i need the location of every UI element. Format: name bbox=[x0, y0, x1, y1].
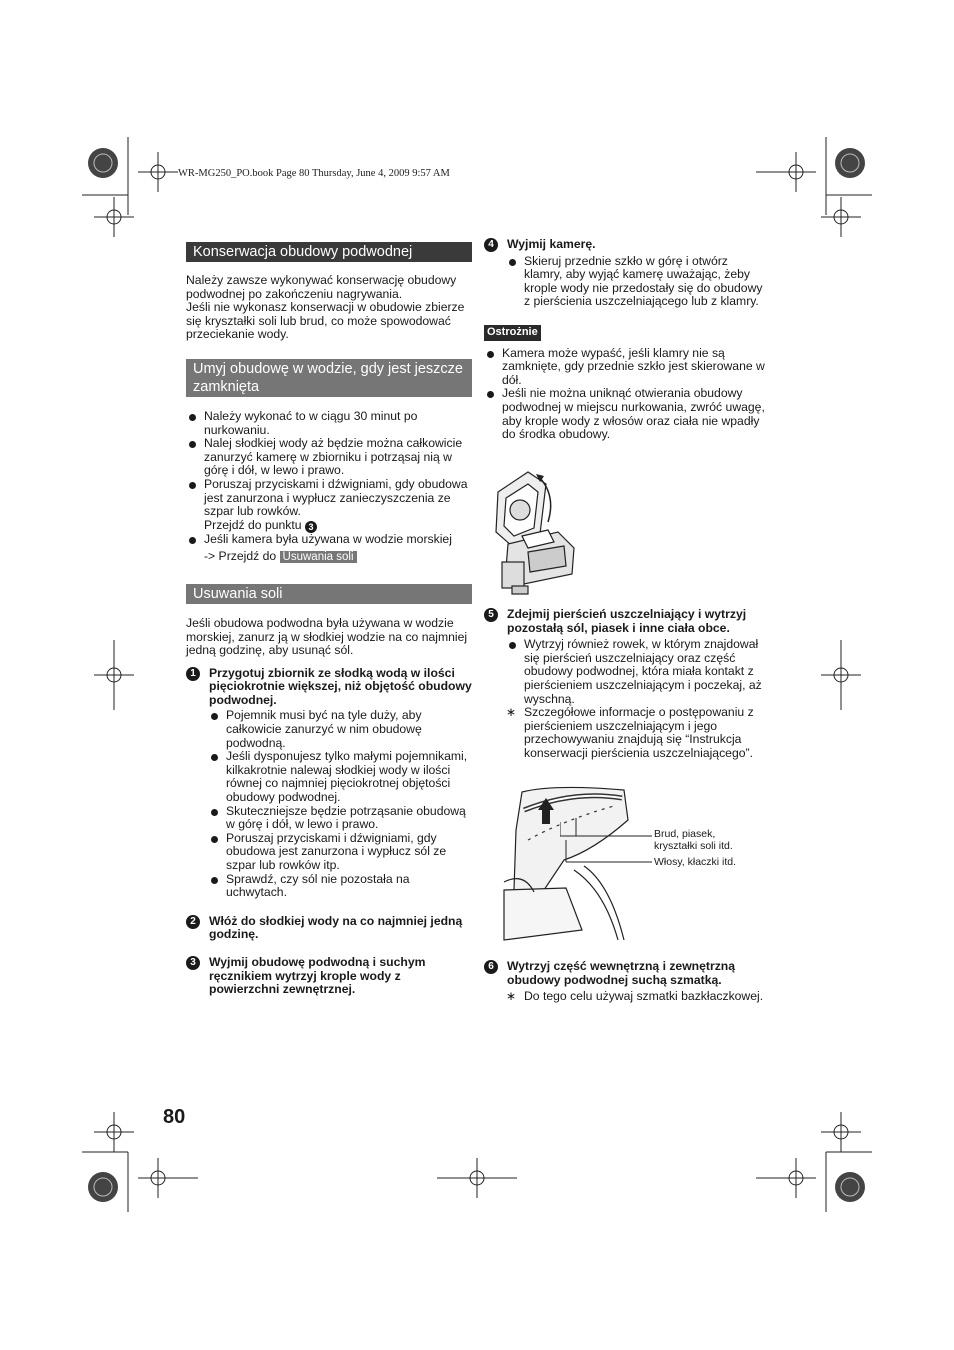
intro-paragraph: Należy zawsze wykonywać konserwację obudowy podwodnej po zakończeniu nagrywania. bbox=[186, 273, 457, 301]
goto-line bbox=[186, 550, 472, 565]
note-item bbox=[506, 990, 769, 1004]
caution-label: Ostrożnie bbox=[484, 325, 541, 341]
step-title: Włóż do słodkiej wody na co najmniej jedną godzinę. bbox=[209, 913, 463, 942]
note-text: Szczegółowe informacje o postępowaniu z pierścieniem uszczelniającym i jego przechowywaniu znajdują się “Instrukcja konserwacji pierścienia uszczelniającego”. bbox=[524, 705, 754, 760]
list-item: Sprawdź, czy sól nie pozostała na uchwytach. bbox=[208, 873, 472, 900]
right-column bbox=[484, 238, 769, 442]
section-heading-maintenance: Konserwacja obudowy podwodnej bbox=[186, 242, 472, 262]
note-text: Do tego celu używaj szmatki bazkłaczkowej. bbox=[524, 989, 764, 1004]
step-title: Wyjmij obudowę podwodną i suchym ręcznikiem wytrzyj krople wody z powierzchni zewnętrznej. bbox=[209, 954, 426, 997]
right-column-lower bbox=[484, 608, 769, 761]
goto-text: Przejdź do punktu bbox=[204, 517, 302, 532]
step-number-ref: 3 bbox=[305, 521, 317, 533]
callout-leader-lines bbox=[560, 818, 656, 868]
book-file-line: WR-MG250_PO.book Page 80 Thursday, June 4, 2009 9:57 AM bbox=[178, 168, 450, 179]
arrow-text: -> Przejdź do bbox=[204, 549, 277, 564]
step-title: Wyjmij kamerę. bbox=[507, 237, 596, 251]
intro-paragraph: Jeśli nie wykonasz konserwacji w obudowie zbierze się kryształki soli lub brud, co może spowodować przeciekanie wody. bbox=[186, 300, 465, 342]
step-1 bbox=[186, 667, 472, 708]
salt-intro-paragraph: Jeśli obudowa podwodna była używana w wodzie morskiej, zanurz ją w słodkiej wodzie na co najmniej jedną godzinę, aby usunąć sól. bbox=[186, 615, 468, 658]
list-item: Skuteczniejsze będzie potrząsanie obudową w górę i dół, w lewo i prawo. bbox=[208, 805, 472, 832]
asterisk-icon: ∗ bbox=[506, 705, 517, 720]
step-number: 1 bbox=[186, 667, 200, 681]
step-6 bbox=[484, 960, 769, 987]
right-column-step6 bbox=[484, 960, 769, 1004]
page-number: 80 bbox=[163, 1106, 186, 1128]
step-2 bbox=[186, 915, 472, 942]
step-4 bbox=[484, 238, 769, 252]
note-item bbox=[506, 706, 769, 760]
list-item: Wytrzyj również rowek, w którym znajdował się pierścień uszczelniający oraz część obudowy podwodnej, która miała kontakt z pierścieniem uszczelniającym i poczekaj, aż wyschną. bbox=[506, 638, 769, 706]
list-item-text: Jeśli kamera była używana w wodzie morskiej bbox=[204, 531, 452, 546]
list-item bbox=[186, 478, 472, 533]
list-item: Nalej słodkiej wody aż będzie można całkowicie zanurzyć kamerę w zbiorniku i potrząsaj nią w górę i dół, w lewo i prawo. bbox=[186, 437, 472, 478]
list-item bbox=[186, 533, 472, 547]
step-5 bbox=[484, 608, 769, 635]
step-number: 4 bbox=[484, 238, 498, 252]
step-title: Przygotuj zbiornik ze słodką wodą w ilości pięciokrotnie większej, niż objętość obudowy podwodnej. bbox=[209, 665, 472, 707]
salt-removal-link[interactable]: Usuwania soli bbox=[280, 551, 357, 563]
list-item: Skieruj przednie szkło w górę i otwórz klamry, aby wyjąć kamerę uważając, żeby krople wody nie przedostały się do obudowy z pierścienia uszczelniającego lub z klamry. bbox=[506, 255, 769, 309]
step-title: Wytrzyj część wewnętrzną i zewnętrzną obudowy podwodnej suchą szmatką. bbox=[507, 959, 736, 987]
list-item: Jeśli nie można uniknąć otwierania obudowy podwodnej w miejscu nurkowania, zwróć uwagę, aby krople wody z włosów oraz ciała nie wpadły do środka obudowy. bbox=[484, 387, 769, 441]
section-heading-salt: Usuwania soli bbox=[186, 584, 472, 604]
list-item: Poruszaj przyciskami i dźwigniami, gdy obudowa jest zanurzona i wypłucz sól ze szpar lub rowków itp. bbox=[208, 832, 472, 873]
callout-hair-label: Włosy, kłaczki itd. bbox=[654, 856, 737, 868]
list-item: Należy wykonać to w ciągu 30 minut po nurkowaniu. bbox=[186, 410, 472, 437]
list-item-text: Poruszaj przyciskami i dźwigniami, gdy obudowa jest zanurzona i wypłucz zanieczyszczenia ze szpar lub rowków. bbox=[204, 476, 468, 519]
step-title: Zdejmij pierścień uszczelniający i wytrzyj pozostałą sól, piasek i inne ciała obce. bbox=[507, 607, 747, 635]
step-number: 5 bbox=[484, 608, 498, 622]
open-housing-illustration bbox=[488, 462, 593, 597]
step-number: 3 bbox=[186, 956, 200, 970]
list-item: Kamera może wypaść, jeśli klamry nie są zamknięte, gdy przednie szkło jest skierowane w dół. bbox=[484, 347, 769, 388]
list-item: Pojemnik musi być na tyle duży, aby całkowicie zanurzyć w nim obudowę podwodną. bbox=[208, 709, 472, 750]
asterisk-icon: ∗ bbox=[506, 989, 517, 1004]
step-number: 6 bbox=[484, 960, 498, 974]
left-column bbox=[186, 242, 472, 997]
step-3 bbox=[186, 956, 472, 997]
step-number: 2 bbox=[186, 915, 200, 929]
callout-dirt-label: Brud, piasek, kryształki soli itd. bbox=[654, 828, 733, 852]
section-heading-wash: Umyj obudowę w wodzie, gdy jest jeszcze zamknięta bbox=[186, 359, 472, 397]
list-item: Jeśli dysponujesz tylko małymi pojemnikami, kilkakrotnie nalewaj słodkiej wody w ilości równej co najmniej pięciokrotnej objętości obudowy podwodnej. bbox=[208, 750, 472, 804]
